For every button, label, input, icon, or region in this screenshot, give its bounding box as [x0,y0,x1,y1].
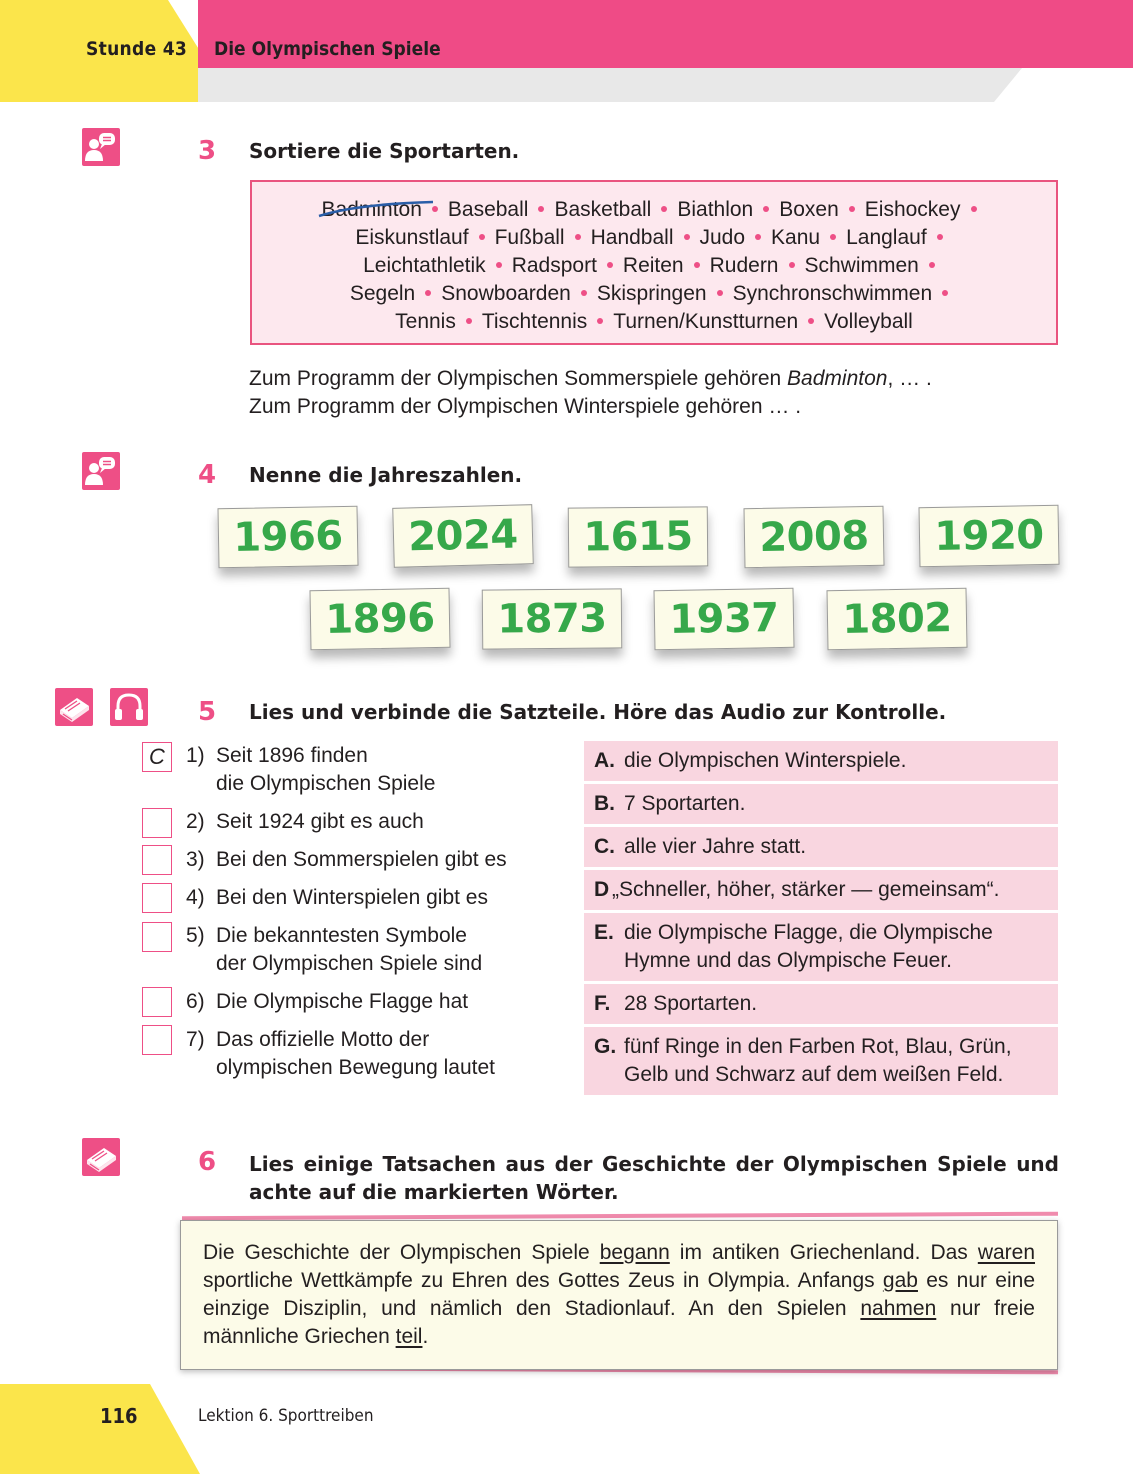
task-number: 5 [198,697,216,727]
word: Tischtennis [481,310,588,333]
bullet-dot [607,262,613,268]
task-number: 3 [198,136,216,166]
bullet-dot [763,206,769,212]
reading-icon [55,688,93,726]
item-text: Seit 1896 finden [216,744,368,767]
word: Biathlon [677,198,754,221]
option-letter: F. [594,992,611,1015]
option-text: die Olympischen Winterspiele. [624,749,907,772]
bullet-dot [830,234,836,240]
item-text: olympischen Bewegung lautet [216,1056,496,1079]
speaking-icon [82,452,120,490]
list-item [186,1026,495,1082]
word-line [252,252,1056,280]
list-item [186,922,482,978]
text-segment: im antiken Griechenland. Das [669,1241,978,1264]
bullet-dot [694,262,700,268]
option-text: fünf Ringe in den Farben Rot, Blau, Grün, Gelb und Schwarz auf dem weißen Feld. [624,1035,1012,1086]
text-segment: Die Geschichte der Olympischen Spiele [203,1241,600,1264]
bullet-dot [538,206,544,212]
sentence-italic: Badminton [787,367,888,390]
bullet-dot [479,234,485,240]
year-card: 1873 [482,588,623,649]
answer-options-table [584,741,1058,1098]
year-card: 1896 [309,588,450,650]
year-card: 1937 [653,588,794,650]
item-text: Die bekanntesten Symbole [216,924,467,947]
bullet-dot [942,290,948,296]
word: Fußball [494,226,565,249]
bullet-dot [717,290,723,296]
text-segment: sportliche Wettkämpfe zu Ehren des Gottes Zeus in Olympia. Anfangs [203,1269,883,1292]
footer-yellow-band [0,1384,200,1474]
item-number: 3) [186,848,205,871]
answer-box[interactable] [142,1025,172,1055]
answer-box[interactable] [142,883,172,913]
reading-icon [82,1138,120,1176]
word: Schwimmen [804,254,919,277]
bullet-dot [789,262,795,268]
item-number: 7) [186,1028,205,1051]
item-text: Die Olympische Flagge hat [216,990,469,1013]
word: Baseball [447,198,529,221]
word: Eishockey [864,198,961,221]
year-card: 1615 [568,506,709,567]
answer-option [584,827,1058,867]
bullet-dot [581,290,587,296]
item-text: Bei den Sommerspielen gibt es [216,848,507,871]
list-item [186,846,507,874]
answer-option [584,984,1058,1024]
task-number: 4 [198,460,216,490]
bullet-dot [425,290,431,296]
item-text: Bei den Winterspielen gibt es [216,886,488,909]
option-text: 28 Sportarten. [624,992,758,1015]
crossed-word [321,196,421,224]
word: Reiten [622,254,684,277]
lesson-number: Stunde 43 [86,38,188,60]
answer-box[interactable] [142,808,172,838]
answer-box[interactable] [142,987,172,1017]
year-card: 2024 [392,504,534,568]
word: Eiskunstlauf [355,226,469,249]
bullet-dot [849,206,855,212]
year-card: 1966 [217,506,358,568]
answer-option [584,784,1058,824]
list-item [186,988,468,1016]
item-number: 2) [186,810,205,833]
word: Tennis [395,310,456,333]
sentence-text: Zum Programm der Olympischen Sommerspiele gehören [249,367,788,390]
word: Snowboarden [441,282,571,305]
item-text: Seit 1924 gibt es auch [216,810,424,833]
sentence-winter: Zum Programm der Olympischen Winterspiele gehören … . [249,395,802,418]
footer-lesson: Lektion 6. Sporttreiben [198,1406,374,1426]
word-line [252,224,1056,252]
bullet-dot [684,234,690,240]
word-line [252,308,1056,336]
sentence-text: , … . [887,367,932,390]
item-number: 5) [186,924,205,947]
word: Kanu [771,226,821,249]
word: Basketball [554,198,652,221]
item-text: der Olympischen Spiele sind [216,952,483,975]
marked-word: waren [977,1241,1036,1264]
bullet-dot [808,318,814,324]
word: Segeln [349,282,416,305]
marked-word: teil [395,1325,423,1348]
bullet-dot [661,206,667,212]
text-segment: nur freie männliche Griechen [203,1297,1035,1348]
bullet-dot [971,206,977,212]
text-segment: es nur eine einzige Disziplin, und nämlich den Stadionlauf. An den Spielen [203,1269,1036,1320]
bullet-dot [755,234,761,240]
word: Langlauf [846,226,927,249]
marked-word: gab [882,1269,918,1292]
item-number: 4) [186,886,205,909]
option-text: 7 Sportarten. [624,792,746,815]
option-text: alle vier Jahre statt. [624,835,807,858]
sports-word-box [250,180,1058,345]
bullet-dot [937,234,943,240]
word: Skispringen [596,282,707,305]
option-letter: G. [594,1035,617,1058]
page-title: Die Olympischen Spiele [214,38,441,60]
task-title: Sortiere die Sportarten. [249,139,520,163]
item-text: die Olympischen Spiele [216,772,436,795]
word: Leichtathletik [363,254,486,277]
list-item [186,884,488,912]
option-text: die Olympische Flagge, die Olympische Hymne und das Olympische Feuer. [624,921,993,972]
option-letter: B. [594,792,615,815]
marked-word: nahmen [860,1297,937,1320]
bullet-dot [496,262,502,268]
history-text-box [180,1220,1058,1370]
word-line [252,280,1056,308]
year-card: 2008 [743,506,884,568]
word: Volleyball [824,310,913,333]
option-letter: E. [594,921,614,944]
sentence-summer [249,367,932,391]
year-card: 1802 [826,588,967,650]
answer-box[interactable]: C [142,742,172,772]
text-segment: . [422,1325,429,1348]
speaking-icon [82,128,120,166]
text-box-accent [182,1212,1058,1221]
header-gray-band [198,68,1022,102]
option-text: „Schneller, höher, stärker — gemeinsam“. [612,878,1000,901]
task-title: Nenne die Jahreszahlen. [249,463,523,487]
year-card: 1920 [918,505,1059,567]
option-letter: A. [594,749,615,772]
bullet-dot [432,206,438,212]
answer-option [584,741,1058,781]
option-letter: C. [594,835,615,858]
task-title: Lies einige Tatsachen aus der Geschichte der Olympischen Spiele und achte auf die markierten Wörter. [249,1152,1059,1204]
answer-box[interactable] [142,845,172,875]
word: Judo [699,226,746,249]
item-text: Das offizielle Motto der [216,1028,430,1051]
list-item [186,742,435,798]
answer-box[interactable] [142,922,172,952]
task-number: 6 [198,1147,216,1177]
bullet-dot [929,262,935,268]
word: Handball [590,226,674,249]
word: Radsport [511,254,597,277]
answer-option [584,870,1058,910]
item-number: 1) [186,744,205,767]
bullet-dot [466,318,472,324]
bullet-dot [575,234,581,240]
item-number: 6) [186,990,205,1013]
word: Turnen/Kunstturnen [613,310,799,333]
page-number: 116 [100,1404,138,1428]
word-line [252,196,1056,224]
bullet-dot [597,318,603,324]
word: Boxen [779,198,839,221]
word: Badminton [321,198,422,221]
option-letter: D [594,878,610,901]
list-item [186,808,424,836]
task-title: Lies und verbinde die Satzteile. Höre das Audio zur Kontrolle. [249,700,947,724]
word: Rudern [709,254,779,277]
headphones-icon [110,688,148,726]
answer-option [584,913,1058,981]
word: Synchronschwimmen [732,282,933,305]
marked-word: begann [599,1241,670,1264]
answer-option [584,1027,1058,1095]
